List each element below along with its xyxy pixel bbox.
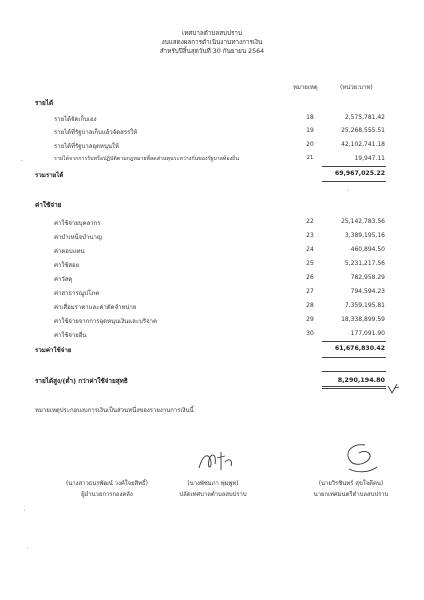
unit-column-header: (หน่วย:บาท) xyxy=(340,84,373,91)
row-label: รายได้จัดเก็บเอง xyxy=(54,116,97,123)
checkmark-icon xyxy=(387,383,401,395)
row-note: 29 xyxy=(306,316,314,323)
row-note: 19 xyxy=(306,127,314,134)
signatory-title: ผู้อำนวยการกองคลัง xyxy=(81,492,133,498)
revenue-heading: รายได้ xyxy=(35,99,54,107)
row-amount: 2,575,781.42 xyxy=(344,114,385,121)
expense-row xyxy=(0,246,424,255)
row-amount: 18,338,899.59 xyxy=(341,316,385,323)
expense-row xyxy=(0,274,424,283)
row-note: 24 xyxy=(306,246,314,253)
revenue-row xyxy=(0,127,424,136)
total-rule xyxy=(322,181,386,182)
row-note: 25 xyxy=(306,260,314,267)
row-amount: 177,091.90 xyxy=(350,330,385,337)
signatory-title: ปลัดเทศบาลตำบลสบปราบ xyxy=(179,492,247,498)
notes-remark: หมายเหตุประกอบงบการเงินเป็นส่วนหนึ่งของรายงานการเงินนี้ xyxy=(35,407,194,414)
statement-title: งบแสดงผลการดำเนินงานทางการเงิน xyxy=(161,39,263,46)
row-amount: 42,102,741.18 xyxy=(341,141,385,148)
net-result-label: รายได้สูง/(ต่ำ) กว่าค่าใช้จ่ายสุทธิ xyxy=(35,377,128,385)
signature-image xyxy=(335,441,383,477)
expense-row xyxy=(0,218,424,227)
row-label: ค่าสาธารณูปโภค xyxy=(54,290,100,297)
row-note: 21 xyxy=(306,155,314,161)
expense-total-row xyxy=(0,345,424,354)
scan-speck xyxy=(27,548,28,549)
row-amount: 7,359,195.81 xyxy=(344,302,385,309)
row-note: 28 xyxy=(306,302,314,309)
expense-total-label: รวมค่าใช้จ่าย xyxy=(35,347,72,354)
total-rule xyxy=(322,357,386,358)
net-top-rule xyxy=(322,371,386,372)
note-column-header: หมายเหตุ xyxy=(293,84,318,91)
expenses-heading: ค่าใช้จ่าย xyxy=(35,201,62,209)
row-note: 30 xyxy=(306,330,314,337)
expense-row xyxy=(0,316,424,325)
row-amount: 5,231,217.56 xyxy=(344,260,385,267)
row-note: 23 xyxy=(306,232,314,239)
net-double-rule-1 xyxy=(322,386,386,387)
expense-row xyxy=(0,288,424,297)
row-label: ค่าใช้จ่ายอื่น xyxy=(54,332,87,339)
row-label: ค่าเสื่อมราคาและค่าตัดจำหน่าย xyxy=(54,304,137,311)
row-label: ค่าใช้สอย xyxy=(54,262,80,269)
row-label: ค่าใช้จ่ายบุคลากร xyxy=(54,220,101,227)
row-label: รายได้จากการรับหรือปฏิบัติตามกฎหมายที่ลดส่วนทุนระหว่างกันของรัฐบาลท้องถิ่น xyxy=(54,156,240,162)
expense-row xyxy=(0,330,424,339)
row-amount: 782,958.29 xyxy=(350,274,385,281)
subtotal-rule xyxy=(322,341,386,342)
net-result-amount: 8,290,194.80 xyxy=(337,376,385,384)
row-amount: 25,142,783.56 xyxy=(341,218,385,225)
row-note: 20 xyxy=(306,141,314,148)
revenue-row xyxy=(0,114,424,123)
signatory-title: นายกเทศมนตรีตำบลสบปราบ xyxy=(313,492,389,498)
row-note: 22 xyxy=(306,218,314,225)
revenue-row xyxy=(0,141,424,150)
subtotal-rule xyxy=(322,166,386,167)
organization-name: เทศบาลตำบลสบปราบ xyxy=(182,30,242,37)
statement-period: สำหรับปีสิ้นสุดวันที่ 30 กันยายน 2564 xyxy=(159,48,265,55)
row-label: ค่าตอบแทน xyxy=(54,248,85,255)
net-double-rule-2 xyxy=(322,388,386,389)
row-amount: 3,389,195.16 xyxy=(344,232,385,239)
row-amount: 460,894.50 xyxy=(350,246,385,253)
row-label: ค่าวัสดุ xyxy=(54,276,73,283)
revenue-total-label: รวมรายได้ xyxy=(35,172,64,179)
expense-row xyxy=(0,232,424,241)
row-amount: 19,947.11 xyxy=(354,155,385,162)
expense-row xyxy=(0,260,424,269)
signatory-name: (นางพัชมภา พุ่มพูท) xyxy=(187,481,239,487)
revenue-total-amount: 69,967,025.22 xyxy=(334,170,385,177)
revenue-total-row xyxy=(0,170,424,179)
row-amount: 25,268,555.51 xyxy=(341,127,385,134)
row-label: ค่าใช้จ่ายจากการอุดหนุนเงินและบริจาค xyxy=(54,318,157,325)
row-note: 26 xyxy=(306,274,314,281)
signatory-name: (นายวิรชินทร์ สุขใจดีคน) xyxy=(318,481,384,487)
row-amount: 794,594.23 xyxy=(350,288,385,295)
expense-row xyxy=(0,302,424,311)
revenue-row xyxy=(0,155,424,164)
scan-speck xyxy=(348,190,349,191)
signature-image xyxy=(195,448,237,476)
expense-total-amount: 61,676,830.42 xyxy=(334,345,385,352)
signatory-name: (นางสาวธนรพัฒน์ วงค์ใจยสิทธิ์) xyxy=(66,481,148,487)
row-label: รายได้ที่รัฐบาลอุดหนุนให้ xyxy=(54,143,119,150)
row-label: รายได้ที่รัฐบาลเก็บแล้วจัดสรรให้ xyxy=(54,129,138,136)
row-note: 18 xyxy=(306,114,314,121)
row-note: 27 xyxy=(306,288,314,295)
scan-speck xyxy=(24,510,25,511)
row-label: ค่าบำเหน็จบำนาญ xyxy=(54,234,102,241)
